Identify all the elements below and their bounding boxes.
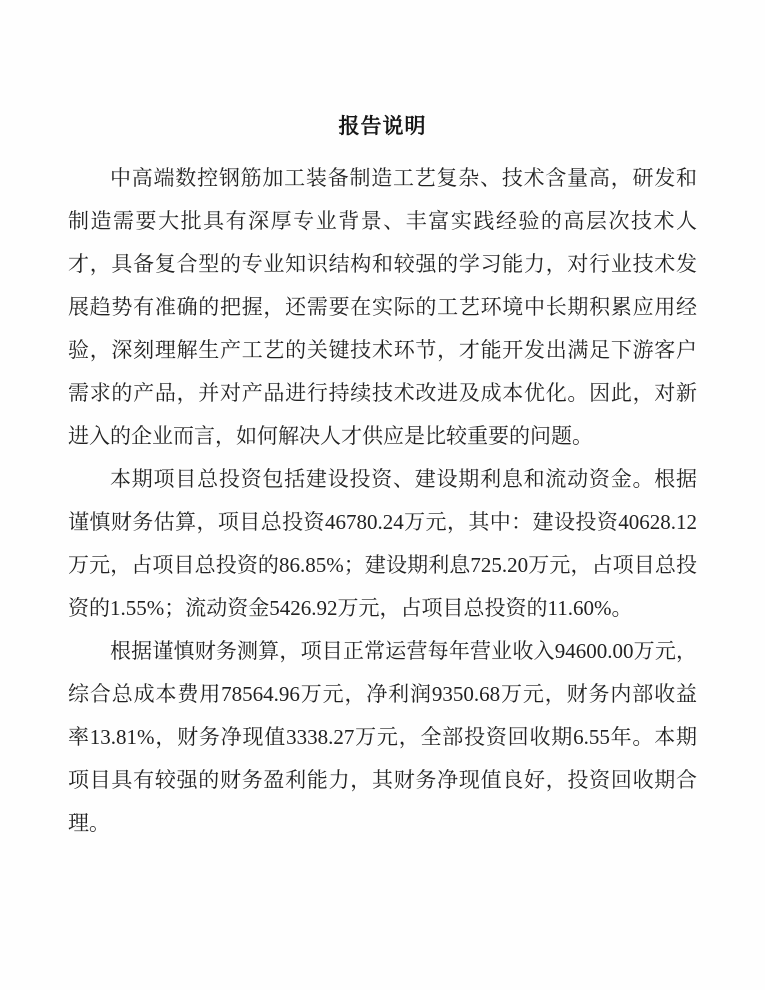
paragraph-total-investment: 本期项目总投资包括建设投资、建设期利息和流动资金。根据谨慎财务估算，项目总投资46780.24万元，其中：建设投资40628.12万元，占项目总投资的86.85%；建设期利息725.20万元，占项目总投资的1.55%；流动资金5426.92万元，占项目总投资的11.60%。 — [68, 467, 697, 620]
paragraph-talent-supply: 中高端数控钢筋加工装备制造工艺复杂、技术含量高，研发和制造需要大批具有深厚专业背景、丰富实践经验的高层次技术人才，具备复合型的专业知识结构和较强的学习能力，对行业技术发展趋势有准确的把握，还需要在实际的工艺环境中长期积累应用经验，深刻理解生产工艺的关键技术环节，才能开发出满足下游客户需求的产品，并对产品进行持续技术改进及成本优化。因此，对新进入的企业而言，如何解决人才供应是比较重要的问题。 — [68, 166, 697, 448]
report-title: 报告说明 — [338, 115, 427, 138]
paragraph-financial-results: 根据谨慎财务测算，项目正常运营每年营业收入94600.00万元，综合总成本费用78564.96万元，净利润9350.68万元，财务内部收益率13.81%，财务净现值3338.27万元，全部投资回收期6.55年。本期项目具有较强的财务盈利能力，其财务净现值良好，投资回收期合理。 — [68, 639, 697, 835]
report-content — [68, 114, 697, 845]
